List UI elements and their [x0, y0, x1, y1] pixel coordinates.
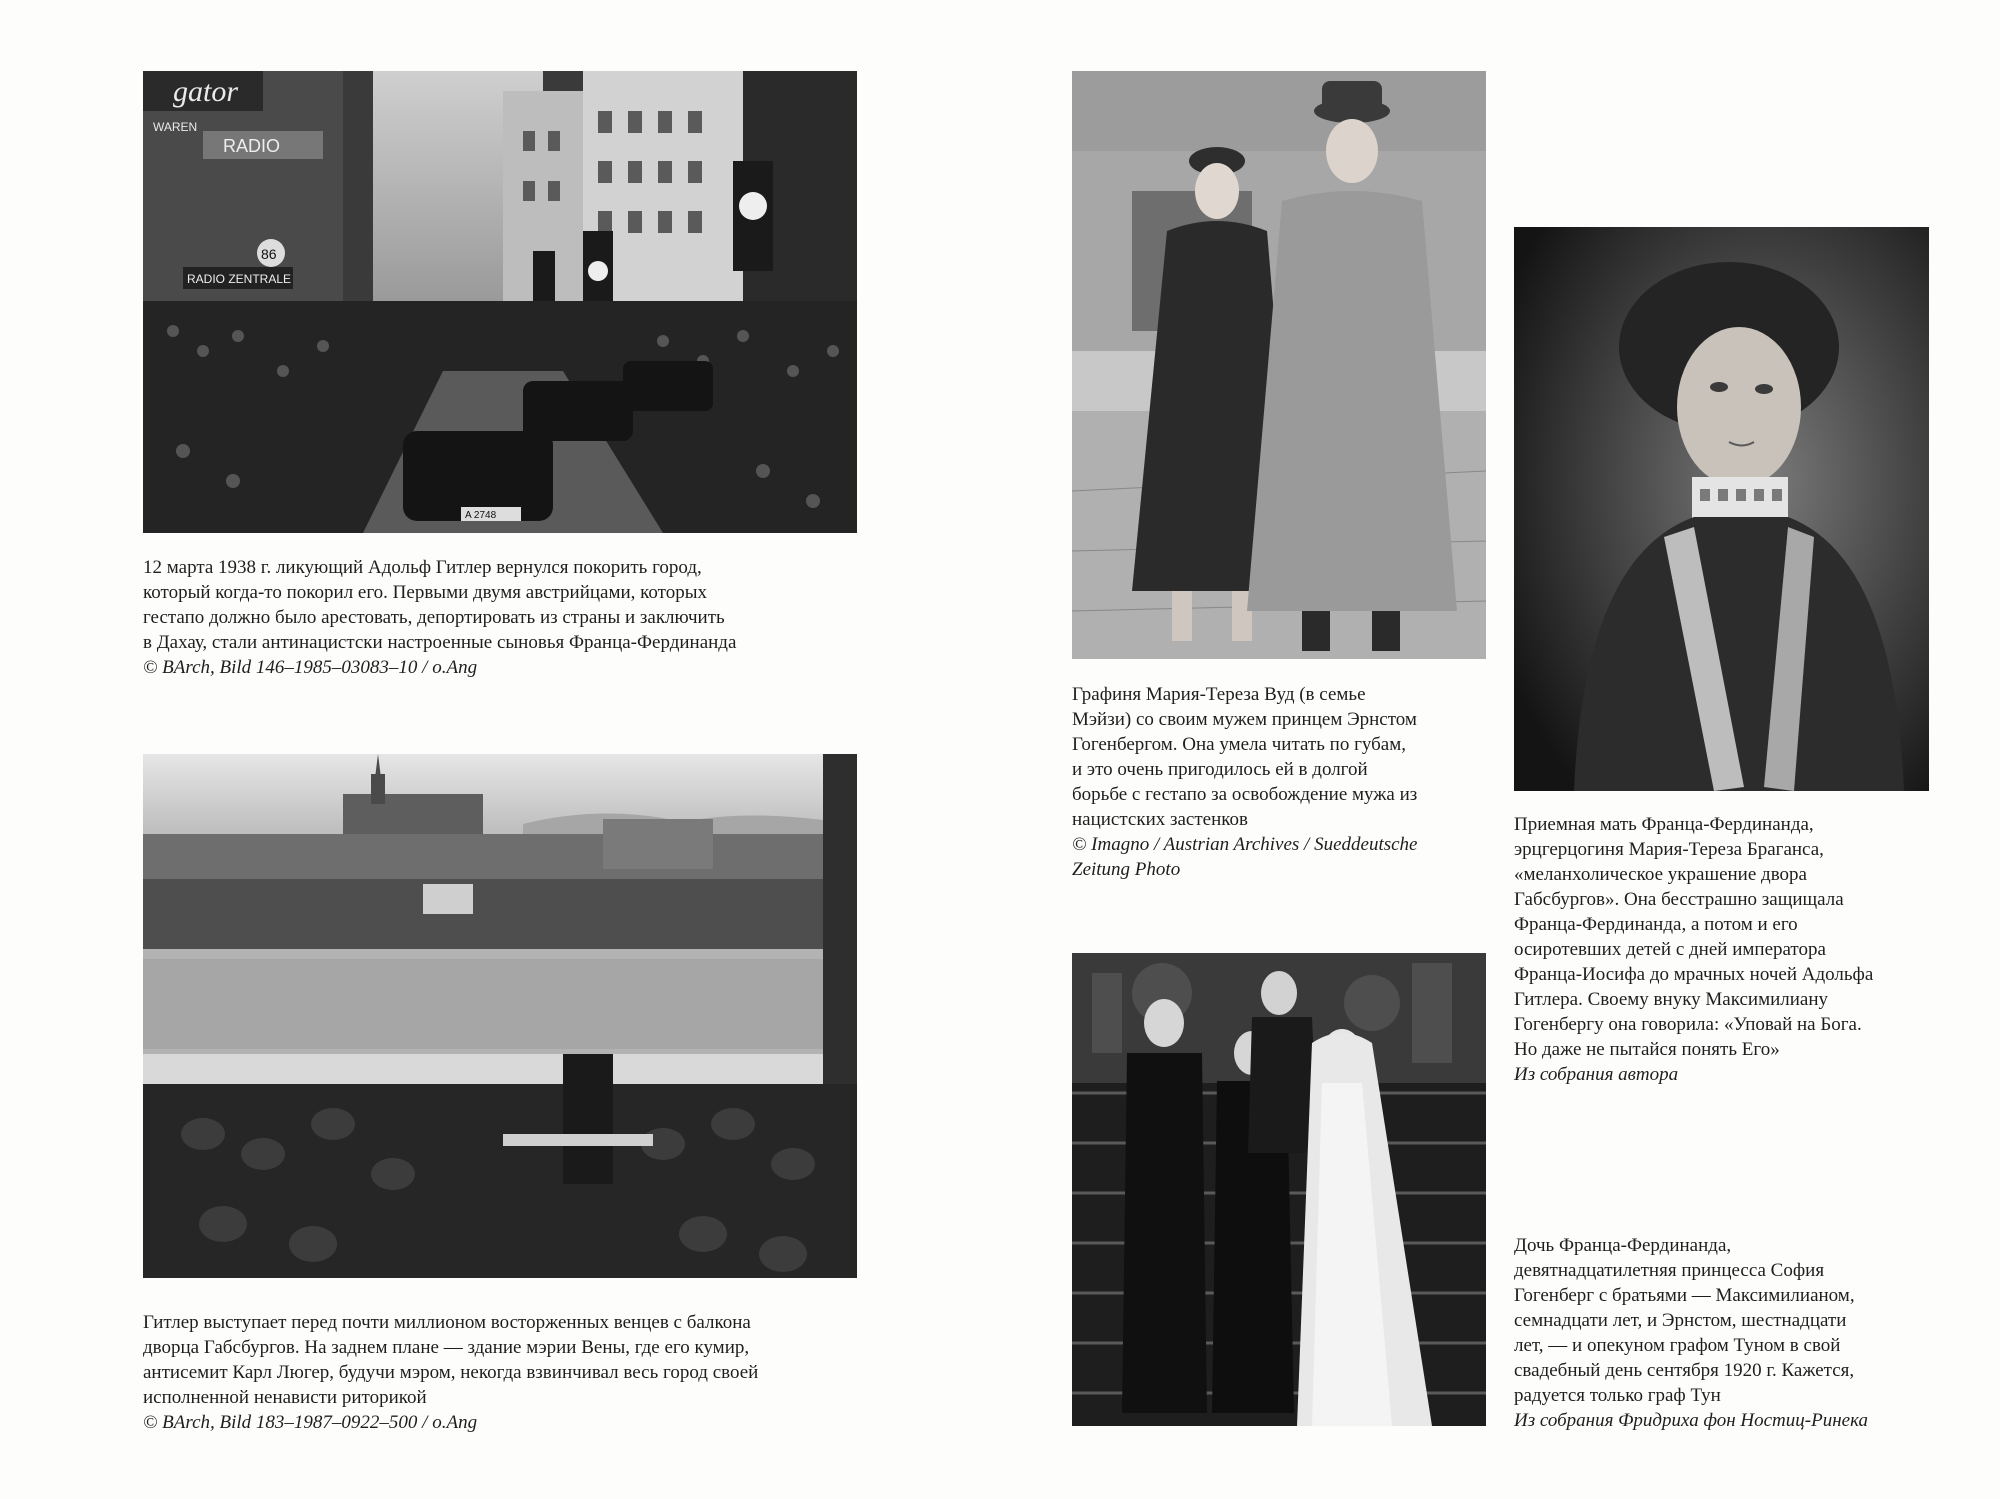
sign-gator: gator — [173, 75, 239, 108]
caption-line: Гитлера. Своему внуку Максимилиану — [1514, 989, 1829, 1010]
photo-credit: Из собрания автора — [1514, 1064, 1679, 1085]
caption-line: который когда-то покорил его. Первыми двумя австрийцами, которых — [143, 582, 707, 603]
photo-couple-image — [1072, 71, 1486, 659]
photo-vienna-parade-image — [143, 71, 857, 533]
caption-line: Дочь Франца-Фердинанда, — [1514, 1235, 1732, 1256]
caption-line: лет, — и опекуном графом Туном в свой — [1514, 1335, 1841, 1356]
photo-hofburg-speech — [143, 754, 857, 1278]
photo-couple — [1072, 71, 1486, 659]
photo-credit: Из собрания Фридриха фон Ностиц-Ринека — [1514, 1410, 1868, 1431]
caption-line: Приемная мать Франца-Фердинанда, — [1514, 814, 1814, 835]
photo-hofburg-speech-image — [143, 754, 857, 1278]
photo-credit: Zeitung Photo — [1072, 859, 1181, 880]
photo-credit: © BArch, Bild 183–1987–0922–500 / o.Ang — [143, 1412, 478, 1433]
photo-portrait — [1514, 227, 1929, 791]
sign-radio-zentrale: RADIO ZENTRALE — [187, 272, 292, 286]
caption-line: эрцгерцогиня Мария-Тереза Браганса, — [1514, 839, 1824, 860]
caption-line: «меланхолическое украшение двора — [1514, 864, 1807, 885]
license-plate: A 2748 — [465, 510, 497, 521]
photo-credit: © Imagno / Austrian Archives / Sueddeutsche — [1072, 834, 1418, 855]
sign-waren: WAREN — [153, 120, 198, 134]
caption-line: нацистских застенков — [1072, 809, 1249, 830]
sign-86: 86 — [261, 246, 277, 262]
photo-portrait-image — [1514, 227, 1929, 791]
caption-line: Гогенберг с братьями — Максимилианом, — [1514, 1285, 1855, 1306]
caption-line: борьбе с гестапо за освобождение мужа из — [1072, 784, 1418, 805]
caption-line: Но даже не пытайся понять Его» — [1514, 1039, 1780, 1060]
photo-wedding — [1072, 953, 1486, 1426]
sign-radio: RADIO — [223, 136, 281, 156]
caption-line: 12 марта 1938 г. ликующий Адольф Гитлер вернулся покорить город, — [143, 557, 702, 578]
caption-line: исполненной ненависти риторикой — [143, 1387, 427, 1408]
caption-line: свадебный день сентября 1920 г. Кажется, — [1514, 1360, 1855, 1381]
caption-line: в Дахау, стали антинацистски настроенные сыновья Франца-Фердинанда — [143, 632, 737, 653]
caption-line: радуется только граф Тун — [1514, 1385, 1721, 1406]
photo-vienna-parade — [143, 71, 857, 533]
caption-line: семнадцати лет, и Эрнстом, шестнадцати — [1514, 1310, 1847, 1331]
caption-line: Гогенбергу она говорила: «Уповай на Бога. — [1514, 1014, 1862, 1035]
caption-couple — [1072, 682, 1492, 882]
caption-portrait — [1514, 812, 1944, 1087]
caption-line: Мэйзи) со своим мужем принцем Эрнстом — [1072, 709, 1417, 730]
caption-wedding — [1514, 1233, 1944, 1433]
photo-wedding-image — [1072, 953, 1486, 1426]
caption-line: Франца-Фердинанда, а потом и его — [1514, 914, 1798, 935]
caption-line: гестапо должно было арестовать, депортировать из страны и заключить — [143, 607, 725, 628]
caption-line: дворца Габсбургов. На заднем плане — здание мэрии Вены, где его кумир, — [143, 1337, 750, 1358]
caption-vienna-parade — [143, 555, 863, 680]
caption-line: Гогенбергом. Она умела читать по губам, — [1072, 734, 1406, 755]
caption-line: Гитлер выступает перед почти миллионом восторженных венцев с балкона — [143, 1312, 751, 1333]
caption-line: и это очень пригодилось ей в долгой — [1072, 759, 1368, 780]
caption-line: осиротевших детей с дней императора — [1514, 939, 1826, 960]
caption-line: Габсбургов». Она бесстрашно защищала — [1514, 889, 1844, 910]
caption-line: девятнадцатилетняя принцесса София — [1514, 1260, 1825, 1281]
caption-hofburg-speech — [143, 1310, 873, 1435]
caption-line: Графиня Мария-Тереза Вуд (в семье — [1072, 684, 1366, 705]
caption-line: антисемит Карл Люгер, будучи мэром, некогда взвинчивал весь город своей — [143, 1362, 759, 1383]
photo-credit: © BArch, Bild 146–1985–03083–10 / o.Ang — [143, 657, 478, 678]
caption-line: Франца-Иосифа до мрачных ночей Адольфа — [1514, 964, 1874, 985]
